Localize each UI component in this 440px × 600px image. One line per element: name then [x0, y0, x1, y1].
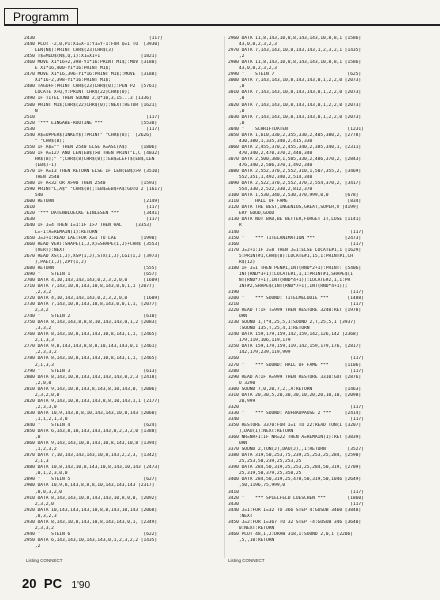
code-line: ,0,1,2,3,0,0: [24, 471, 68, 477]
column-gutter: [224, 36, 225, 558]
code-line: 3220 READ T:IF T=999 THEN RESTORE 3240:RET [1978]: [228, 308, 362, 314]
code-line: ,0: [228, 84, 245, 90]
code-line: 2980 DATA 11,8,143,10,8,8,143,143,10,8,8,1 [1586]: [228, 60, 362, 66]
code-line: 3210 [117]: [228, 302, 364, 308]
code-line: 2670 READ XS(I,J),XSP(I,J),STX(I,J),LGI(I,J [3973]: [24, 253, 160, 259]
header-rule: [4, 24, 440, 26]
code-line: 2590 PRINT"L,A$" "CHR$(8);:EB$=EB$+A$:GOTO 2 [1617]: [24, 187, 163, 193]
code-line: 2750 DATA 8,143,143,8,8,8,10,143,143,0,1,2 [2083]: [24, 320, 158, 326]
code-line: 2930 DATA 8,143,10,8,143,10,8,143,143,0,1, [2349]: [24, 519, 158, 525]
code-line: (EB$)-1): [24, 162, 57, 168]
code-line: N: [24, 108, 38, 114]
code-line: 2770 DATA 9,8,143,143,8,8,8,10,143,143,0,1 [2461]: [24, 344, 158, 350]
code-line: 2650 J=J+1:READ LAE:FOR X=1 TO LAE [1990]: [24, 235, 158, 241]
code-line: 3350 RESTORE 3370:FOR I=1 TO 22:READ TON(I [3207]: [228, 423, 362, 428]
code-line: 3310 DATA 20,30,5,20,30,30,10,20,20,10,10, [2098]: [228, 392, 362, 398]
code-line: 2510 [117]: [24, 114, 160, 120]
code-line: 3300 SOUND 7,0,20,7,2,,A:RETURN [1463]: [228, 386, 362, 392]
code-line: 2790 ' STEIN 3 [613]: [24, 368, 158, 374]
code-line: 3270 ' *** SOUND: HALL OF FAME *** [1106]: [228, 362, 362, 368]
magazine-name: PC: [43, 576, 62, 591]
code-line: 3230 SOUND 1,T*4,25,5,1:SOUND 2,T,25,5,1 [3937]: [228, 320, 356, 326]
code-line: ,5,,10:RETURN: [228, 537, 275, 543]
code-line: 2,3,2,0,0: [24, 392, 60, 398]
code-line: 3440 J=1:FOR I=32 TO 366 STEP 4:GOSUB 3460 [3848]: [228, 507, 362, 513]
code-line: 2460 MOVE X1*16+2,398-Y1*16:PRINT M1$;:MOV [3180]: [24, 60, 158, 66]
code-line: 2430 [117]: [24, 36, 163, 41]
code-line: 2500 PRINT M1$;CHR$(22)CHR$(0);:NEXT:RETUR [1621]: [24, 102, 158, 108]
code-line: ,2,3,2: [24, 289, 52, 295]
code-line: 2,1,3,3: [24, 338, 54, 344]
code-line: 3380 DATA 319,50,253,75,239,25,253,25,284, [2590]: [228, 453, 362, 459]
code-line: 2450 T$=MID$(N$,Q,1):X1=X1+1 [1821]: [24, 54, 158, 60]
code-line: 3410 [117]: [228, 489, 364, 495]
code-line: 2800 DATA 8,143,10,8,143,143,143,143,0,2,3 [2418]: [24, 374, 158, 380]
code-line: 2960 DATA 11,8,143,10,8,8,143,143,10,8,8,1 [1586]: [228, 36, 362, 41]
code-line: 2730 DATA 7,143,10,8,143,10,8,143,0,0,1,1, [2077]: [24, 302, 158, 308]
code-line: 540: [24, 193, 44, 199]
code-line: 2920 DATA 10,143,143,143,10,8,8,143,10,143 [2068]: [24, 507, 158, 513]
code-line: LOCATE X+Q,Y:PRINT CHR$(22)CHR$(0);: [24, 90, 130, 96]
code-line: 3170 J=J+1:IF J=8 THEN J=1:ELSE LOCATE#1,1 [1629]: [228, 247, 362, 253]
code-line: X1*16-2,398-Y1*16:PRINT M1$;: [24, 78, 111, 84]
code-line: 2530 [117]: [24, 126, 160, 132]
code-line: 3460 PLOT 48,I,J:DRAW 318,I:SOUND 2,0,1 [2206]: [228, 531, 353, 537]
code-line: 0:NEXT:RETURN: [228, 525, 275, 531]
code-line: 3360 NR=NR+1:IF NR=22 THEN A=REMAIN(1):RET [3839]: [228, 435, 362, 441]
code-line: ,2,0,0: [24, 380, 52, 386]
code-line: 3390 DATA 284,50,319,25,253,25,284,50,319, [2709]: [228, 465, 362, 471]
code-line: 3180 IF J=1 THEN PEN#1,INT(RND*2+1):PRINT: [5406]: [228, 265, 362, 271]
code-line: ,0: [228, 108, 245, 114]
code-line: 3320 [117]: [228, 404, 364, 410]
code-line: ,0,0,3,2,0: [24, 489, 63, 495]
code-line: ERY GOOD,GOOD: [228, 211, 275, 217]
code-line: ),DAU(I):NEXT:RETURN: [228, 429, 294, 435]
code-line: ,3,3,2: [24, 326, 52, 332]
code-line: 2810 DATA 9,143,10,8,143,8,143,8,10,143,0, [2006]: [24, 386, 158, 392]
code-line: 2490 IF TITEL THEN SOUND 2,Q*10,3,15...3 [1336]: [24, 96, 152, 102]
section-header: [0, 8, 440, 26]
code-line: 3110 ' HALL OF FAME [834]: [228, 199, 362, 205]
code-line: 3030 DATA 7,143,143,10,8,143,143,0,1,2,2,0 [2073]: [228, 114, 362, 120]
code-line: 2990 ' STEIN 7 [625]: [228, 72, 362, 78]
code-line: 3050 DATA 1,610,330,2,355,330,2,405,380,2, [2778]: [228, 132, 362, 138]
code-line: 3370 SOUND 2,TON(J),DAU(J),,1:RETURN [3527]: [228, 447, 364, 453]
code-line: 2,3,3,2: [24, 525, 54, 531]
code-line: 3250 DATA 159,179,159,119,142,159,179,176, [2817]: [228, 344, 362, 350]
code-line: 2760 DATA 8,143,10,8,143,143,10,8,143,1,1, [2465]: [24, 332, 158, 338]
code-line: HR$(8);" ";CHR$(8)CHR$(8);:EB$=LEFT$(EB$,LEN: [24, 156, 155, 162]
code-line: 2560 IF A=127 AND LEN(EB$)>0 THEN PRINT"L,C [4032]: [24, 150, 160, 156]
listing-caption-left: Listing CONNECT: [26, 558, 63, 563]
code-line: ,0,3,2,3: [24, 513, 57, 519]
code-line: 2540 A$=UPPER$(INKEY$):PRINT" "CHR$(8); [2626]: [24, 132, 152, 138]
code-line: 476,340,2,506,370,1,492,340: [228, 162, 313, 168]
code-line: 3080 DATA 2,552,370,2,552,310,1,507,355,2, [3469]: [228, 169, 362, 175]
code-line: 3060 DATA 2,455,370,2,455,340,2,385,340,1, [2311]: [228, 144, 362, 150]
code-line: ),PAE(I,J),ZPY(I,J): [24, 259, 87, 265]
code-line: 3400 DATA 284,50,319,25,478,50,319,50,1046 [2649]: [228, 477, 362, 483]
code-line: 3260 [117]: [228, 356, 364, 362]
code-line: 2950 DATA 6,143,143,10,143,143,0,1,2,3,2,2 [1435]: [24, 537, 158, 543]
code-line: 142,179,239,119,999: [228, 350, 291, 356]
code-line: NT(RND*7+1),INT(RND*4+1)):LOCATE#2,1,1:PR: [228, 277, 351, 283]
code-line: 2,3,2: [24, 308, 49, 314]
code-line: 3010 DATA 7,143,143,10,8,143,143,0,1,2,2,0 [2073]: [228, 90, 362, 96]
code-line: 2880 DATA 10,8,143,10,8,143,10,8,143,10,143 [2473]: [24, 465, 160, 471]
code-line: 2840 ' STEIN 4 [624]: [24, 423, 158, 428]
code-line: 3200 ' *** SOUND: TITELMELODIE *** [1488]: [228, 296, 364, 302]
code-line: 3420 ' *** SPIELFELD LOESCHEN *** [1860]: [228, 495, 364, 501]
code-line: ,2: [24, 543, 41, 549]
code-line: 2910 DATA 8,143,143,10,8,143,143,10,8,0,0, [2092]: [24, 495, 158, 501]
section-title: Programm: [4, 8, 78, 25]
code-line: 3160 [117]: [228, 241, 364, 247]
code-line: 3120 DATA THE BEST,INGENIUS,GREAT,SUPER,V [4199]: [228, 205, 359, 211]
code-line: ,1,1,2,1,3,0: [24, 416, 68, 422]
code-line: 2700 DATA 4,10,143,143,143,0,2,3,2,0,0 [1609]: [24, 277, 160, 283]
code-line: 2890 ' STEIN 5 [627]: [24, 477, 158, 483]
listing-column-left: [24, 36, 224, 562]
code-line: :SOUND 135,T,25,4,1:RETURN: [228, 326, 310, 332]
code-line: INT#2,SHAPE$(INT(RND*7+1),INT(RND*4+1));: [228, 283, 348, 289]
code-line: INT(RND*3+1):LOCATE#1,1,1:PRINT#1,SHAPE$(I: [228, 271, 353, 277]
code-line: 2740 ' STEIN 2 [610]: [24, 314, 158, 320]
code-line: 2520 '*** EINGABE-ROUTINE *** [5530]: [24, 120, 158, 126]
code-line: 2940 ' STEIN 6 [622]: [24, 531, 158, 537]
code-line: 3100 DATA 1,530,340,2,530,370,999,0,0 [678]: [228, 193, 359, 199]
code-line: 2780 DATA 8,143,10,8,143,143,10,8,143,1,1, [2465]: [24, 356, 158, 362]
code-line: 43,0,0,2,3,2,3: [228, 42, 277, 48]
code-line: 2,1,3: [24, 459, 49, 465]
code-line: 3020 DATA 7,143,143,10,8,143,143,0,1,2,2,0 [2073]: [228, 102, 362, 108]
code-line: 179,119,106,119,179: [228, 338, 291, 344]
code-line: 3290 READ A:IF A=999 THEN RESTORE 3310:GOT [2876]: [228, 374, 362, 380]
code-line: 2690 ' STEIN 1 [657]: [24, 271, 158, 277]
code-line: ,0: [24, 435, 41, 441]
code-line: 3190 [117]: [228, 289, 364, 295]
code-line: 2830 DATA 10,9,143,8,8,10,143,143,10,8,143 [2060]: [24, 410, 158, 416]
code-line: 3130 DATA NOT BAD,BE BETTER,FORGET IT,LOSE [1141]: [228, 217, 362, 223]
code-line: ,2: [228, 54, 245, 60]
code-line: 2660 READ VERT:SHAPE(I,J,X)=SHAPE(I,J)+CHR$ [3553]: [24, 241, 160, 247]
code-line: 2600 RETURN [2149]: [24, 199, 160, 205]
code-line: L=-1:A=REMAIN(1):RETURN: [24, 229, 98, 235]
code-line: 2610 [117]: [24, 205, 160, 211]
code-line: E X1*16,400-Y1*16:PRINT M1$;: [24, 66, 111, 72]
code-line: 2630 [117]: [24, 217, 160, 223]
code-line: 3150 ' *** TITELANIMATION *** [2473]: [228, 235, 362, 241]
code-line: R: [228, 223, 242, 229]
code-line: 2710 DATA 7,143,10,8,143,10,8,143,0,0,1,1 [2077]: [24, 283, 155, 289]
code-line: 25,253,50,239,25,253,25: [228, 459, 302, 465]
code-line: 2850 DATA 6,143,8,10,143,143,143,0,2,3,2,0 [1388]: [24, 429, 158, 435]
code-line: THEN 2540: [24, 175, 60, 181]
code-line: ,0: [228, 96, 245, 102]
code-line: 2470 MOVE X1*16,396-Y1*16:PRINT M1$;:MOVE [3188]: [24, 72, 158, 78]
code-line: 2970 DATA 7,143,143,10,8,143,143,1,2,3,2,1 [1435]: [228, 48, 362, 54]
code-line: 2,1,3,3: [24, 362, 54, 368]
code-line: URN: [228, 441, 248, 447]
code-line: 470,340,2,470,370,2,440,340: [228, 150, 313, 156]
code-line: 3450 J=2:FOR I=367 TO 32 STEP -4:GOSUB 346 [3640]: [228, 519, 362, 525]
code-line: 3280 [117]: [228, 368, 364, 374]
code-line: 552,351,1,492,340,2,514,340: [228, 175, 313, 181]
code-line: 3000 DATA 7,143,143,10,8,143,143,0,1,2,2,0 [2073]: [228, 78, 362, 84]
code-line: 554,330,2,522,330,2,812,370: [228, 187, 313, 193]
code-line: 3140 [117]: [228, 229, 364, 235]
code-line: 3340 [117]: [228, 416, 364, 422]
code-line: 430,380,1,335,340,2,415,330: [228, 138, 313, 144]
code-line: ,0: [228, 120, 245, 126]
code-line: 2820 DATA 9,143,10,8,143,143,8,8,10,143,1,1 [2177]: [24, 398, 160, 404]
code-line: 3240 DATA 159,179,159,142,159,142,126,142 [2368]: [228, 332, 359, 338]
code-line: 2480 TAGOFF:PRINT CHR$(23)CHR$(0);:PEN P2 [5761]: [24, 84, 158, 90]
page-footer: [22, 575, 90, 593]
code-line: 2870 DATA 7,10,143,143,143,10,8,143,2,2,3, [1342]: [24, 453, 158, 459]
code-line: 2900 DATA 10,9,8,143,8,8,8,10,143,143,143 [2317]: [24, 483, 155, 489]
code-line: 2550 IF A$="" THEN 2540 ELSE A=ASC(A$) [1806]: [24, 144, 158, 150]
listing-column-right: [228, 36, 428, 562]
code-line: 3090 DATA 2,522,370,2,552,370,2,554,370,2, [3417]: [228, 181, 362, 187]
code-line: 2570 IF A=13 THEN RETURN ELSE IF LEN(EB$)>9 [3510]: [24, 169, 160, 175]
code-line: 3330 ' *** SOUND: AUFBAUPAUSE 2 *** [2414]: [228, 410, 362, 416]
code-line: ,1,2,3,2: [24, 447, 57, 453]
code-line: 5:PRINT#1,CHR$(8):LOCATE#1,15,1:PRINT#1,CH: [228, 253, 353, 259]
code-line: 43,0,0,2,3,2,3: [228, 66, 277, 72]
code-line: 3430 [117]: [228, 501, 364, 507]
issue-number: 1'90: [71, 580, 91, 591]
code-line: 2860 DATA 9,143,143,10,8,143,10,8,143,10,8 [1394]: [24, 441, 158, 447]
listing-caption-right: Listing CONNECT: [228, 558, 265, 563]
code-line: 2720 DATA 4,10,143,143,143,0,2,3,2,0,0 [1609]: [24, 296, 160, 302]
code-line: ,2,3,3,0: [24, 404, 57, 410]
page-number: 20: [22, 576, 37, 591]
code-line: 2680 RETURN [555]: [24, 265, 158, 271]
code-line: URN: [228, 314, 248, 320]
code-line: R$(12): [228, 259, 256, 265]
code-line: 20,999: [228, 398, 256, 404]
code-line: ,2,3,3,2: [24, 350, 57, 356]
code-line: 2,3,2,0: [24, 501, 54, 507]
code-line: " "CHR$(8);: [24, 138, 65, 144]
code-line: O 3290: [228, 380, 256, 386]
code-line: LEN(N$):PRINT CHR$(23)CHR$(3): [24, 48, 114, 54]
code-line: ,50,1196,75,999,0: [228, 483, 286, 489]
code-line: 2640 IF J=4 THEN I=1:IF I>7 THEN HAL [3353]: [24, 223, 152, 229]
code-line: 2440 PLOT -2,0,P1:X1=X-1:Y1=Y-1:FOR Q=1 TO [3930]: [24, 42, 160, 48]
code-line: (VERT):NEXT: [24, 247, 65, 253]
code-line: 25,319,50,379,25,358,25: [228, 471, 302, 477]
code-line: 3040 ' SCHRIFTDATEN [1231]: [228, 126, 364, 132]
code-line: :NEXT: [228, 513, 253, 519]
code-line: 2620 '*** DATENBLOECKE EINLESEN *** [3441]: [24, 211, 160, 217]
code-line: 3070 DATA 2,500,380,1,505,330,2,486,370,2, [2843]: [228, 156, 362, 162]
code-line: 2580 IF A<32 OR A>90 THEN 2540 [1593]: [24, 181, 158, 187]
